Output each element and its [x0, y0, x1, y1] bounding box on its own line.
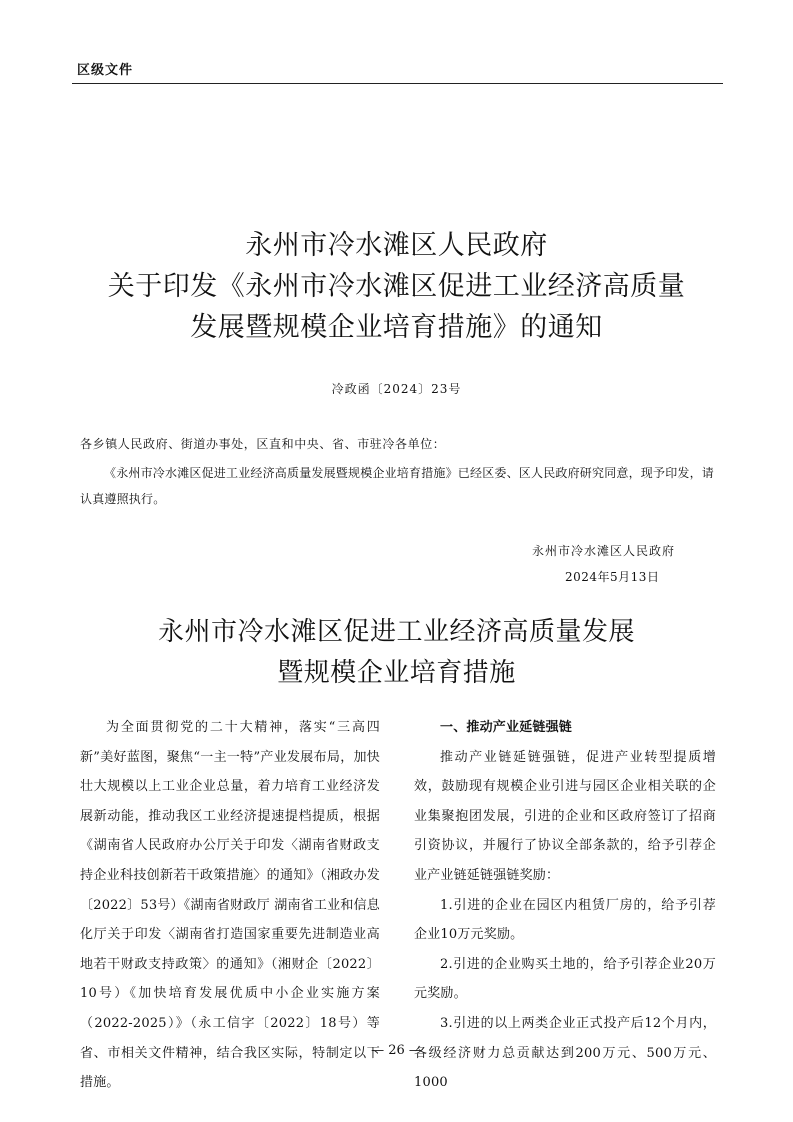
section-heading: 一、推动产业延链强链	[440, 720, 573, 735]
notice-title-line-2: 关于印发《永州市冷水滩区促进工业经济高质量	[107, 271, 686, 302]
measures-title-line-1: 永州市冷水滩区促进工业经济高质量发展	[157, 617, 635, 647]
preamble-paragraph: 为全面贯彻党的二十大精神，落实“三高四新”美好蓝图，聚焦“一主一特”产业发展布局，加快壮大规模以上工业企业总量，着力培育工业经济发展新动能，推动我区工业经济提速提档提质，根据《湖南省人民政府办公厅关于印发〈湖南省财政支持企业科技创新若干政策措施〉的通知》（湘政办发〔2022〕53号）《湖南省财政厅 湖南省工业和信息化厅关于印发〈湖南省打造国家重要先进制造业高地若干财政支持政策〉的通知》（湘财企〔2022〕10号）《加快培育发展优质中小企业实施方案（2022-2025）》（永工信字〔2022〕18号）等省、市相关文件精神，结合我区实际，特制定以下措施。	[80, 720, 380, 1091]
signature-date: 2024年5月13日	[565, 570, 660, 584]
left-column	[80, 713, 380, 1098]
signature-organization: 永州市冷水滩区人民政府	[532, 544, 676, 558]
notice-title	[40, 225, 753, 348]
document-number: 冷政函〔2024〕23号	[331, 382, 462, 396]
addressee: 各乡镇人民政府、街道办事处，区直和中央、省、市驻冷各单位：	[80, 437, 446, 451]
header-label: 区级文件	[77, 63, 134, 78]
list-item: 3.引进的以上两类企业正式投产后12个月内，各级经济财力总贡献达到200万元、500万元、1000	[414, 1015, 716, 1091]
list-item: 2.引进的企业购买土地的，给予引荐企业20万元奖励。	[414, 956, 716, 1002]
header-divider	[72, 83, 723, 84]
right-column	[414, 713, 716, 1098]
page-number: — 26 —	[371, 1043, 422, 1058]
list-item: 1.引进的企业在园区内租赁厂房的，给予引荐企业10万元奖励。	[414, 897, 716, 943]
notice-title-line-1: 永州市冷水滩区人民政府	[245, 230, 548, 261]
measures-title	[40, 612, 753, 694]
measures-title-line-2: 暨规模企业培育措施	[277, 658, 516, 688]
section-intro-paragraph: 推动产业链延链强链，促进产业转型提质增效，鼓励现有规模企业引进与园区企业相关联的企业集聚抱团发展，引进的企业和区政府签订了招商引资协议，并履行了协议全部条款的，给予引荐企业产业链延链强链奖励：	[414, 749, 716, 883]
notice-title-line-3: 发展暨规模企业培育措施》的通知	[190, 312, 603, 343]
notice-body: 《永州市冷水滩区促进工业经济高质量发展暨规模企业培育措施》已经区委、区人民政府研究同意，现予印发，请认真遵照执行。	[80, 466, 715, 506]
